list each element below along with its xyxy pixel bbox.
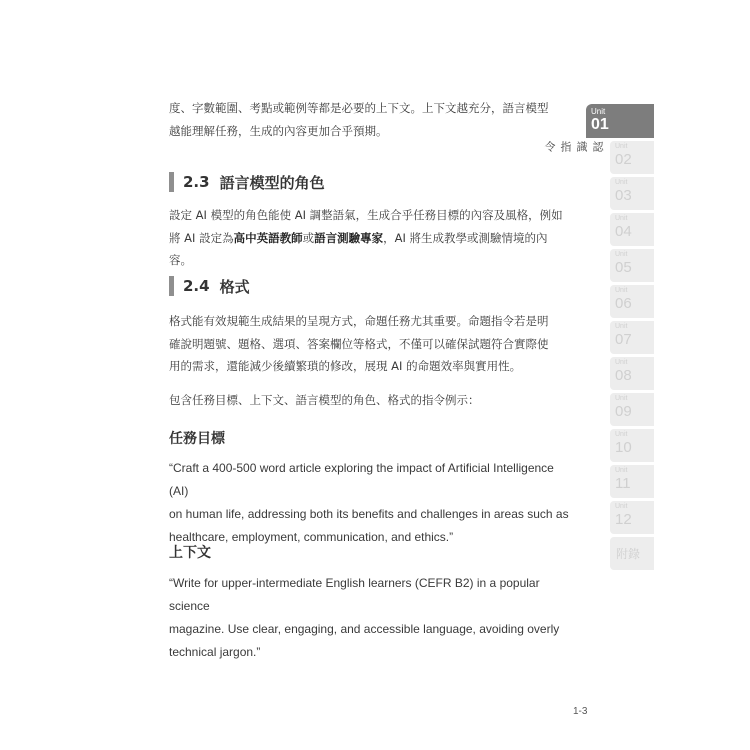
intro-line-1: 度、字數範圍、考點或範例等都是必要的上下文。上下文越充分，語言模型 [169, 101, 549, 115]
page-number: 1-3 [573, 706, 588, 717]
section-number: 2.4 [183, 277, 210, 295]
tab-unit-number: 07 [615, 331, 632, 348]
tab-unit-label: Unit [615, 251, 628, 258]
intro-paragraph [169, 97, 569, 142]
tab-unit-label: Unit [615, 179, 628, 186]
tab-unit-number: 09 [615, 403, 632, 420]
bold-term-expert: 語言測驗專家 [314, 230, 384, 245]
section-2-3-paragraph [169, 204, 569, 272]
intro-line-2: 越能理解任務，生成的內容更加合乎預期。 [169, 123, 388, 138]
tab-unit-label: Unit [615, 323, 628, 330]
tab-unit-number: 04 [615, 223, 632, 240]
tab-unit-label: Unit [615, 359, 628, 366]
task-goal-heading: 任務目標 [169, 431, 225, 447]
context-heading: 上下文 [169, 545, 211, 561]
tab-unit-04[interactable] [610, 213, 654, 246]
section-2-4-heading [169, 276, 250, 296]
context-line-3: technical jargon.” [169, 645, 261, 659]
tab-unit-08[interactable] [610, 357, 654, 390]
section-2-4-line-1: 格式能有效規範生成結果的呈現方式，命題任務尤其重要。命題指令若是明 [169, 314, 549, 328]
tab-unit-09[interactable] [610, 393, 654, 426]
section-2-3-line-2-or: 或 [302, 230, 315, 245]
task-goal-line-1: “Craft a 400-500 word article exploring the impact of Artificial Intelligence (AI) [169, 461, 554, 498]
section-title: 格式 [219, 277, 250, 296]
tab-unit-number: 03 [615, 187, 632, 204]
section-2-4-paragraph [169, 310, 569, 378]
tab-unit-11[interactable] [610, 465, 654, 498]
tab-unit-number: 08 [615, 367, 632, 384]
section-2-3-line-2-pre: 將 AI 設定為 [169, 230, 234, 245]
tab-unit-label: Unit [615, 467, 628, 474]
tab-unit-03[interactable] [610, 177, 654, 210]
section-number: 2.3 [183, 173, 210, 191]
example-intro: 包含任務目標、上下文、語言模型的角色、格式的指令例示： [169, 393, 480, 407]
tab-unit-number: 02 [615, 151, 632, 168]
tab-appendix-label: 附錄 [616, 547, 641, 561]
task-goal-line-3: healthcare, employment, communication, and ethics.” [169, 530, 454, 544]
tab-appendix[interactable] [610, 537, 654, 570]
tab-unit-07[interactable] [610, 321, 654, 354]
tab-unit-label: Unit [615, 503, 628, 510]
tab-unit-number: 05 [615, 259, 632, 276]
context-line-1: “Write for upper-intermediate English learners (CEFR B2) in a popular science [169, 576, 540, 613]
task-goal-quote [169, 457, 569, 549]
tab-unit-label: Unit [615, 395, 628, 402]
tab-unit-number: 10 [615, 439, 632, 456]
tab-unit-number: 06 [615, 295, 632, 312]
section-2-4-line-3: 用的需求，還能減少後續繁瑣的修改，展現 AI 的命題效率與實用性。 [169, 359, 522, 373]
section-marker-bar [169, 172, 174, 192]
section-2-4-line-2: 確說明題號、題格、選項、答案欄位等格式，不僅可以確保試題符合實際使 [169, 336, 549, 351]
tab-unit-label: Unit [615, 143, 628, 150]
tab-unit-12[interactable] [610, 501, 654, 534]
tab-unit-06[interactable] [610, 285, 654, 318]
tab-unit-number: 12 [615, 511, 632, 528]
bold-term-teacher: 高中英語教師 [233, 230, 303, 245]
section-2-3-line-2-post: ，AI 將生成教學或測驗情境的內容。 [169, 230, 548, 267]
section-title: 語言模型的角色 [219, 173, 325, 192]
tab-unit-label: Unit [615, 431, 628, 438]
tab-unit-05[interactable] [610, 249, 654, 282]
task-goal-line-2: on human life, addressing both its benefits and challenges in areas such as [169, 507, 569, 521]
section-2-3-heading [169, 172, 325, 192]
tab-unit-02[interactable] [610, 141, 654, 174]
tab-unit-label: Unit [591, 107, 606, 116]
tab-unit-label: Unit [615, 215, 628, 222]
section-marker-bar [169, 276, 174, 296]
tab-unit-10[interactable] [610, 429, 654, 462]
unit-01-chapter-label: 認識指令 [543, 141, 604, 153]
tab-unit-label: Unit [615, 287, 628, 294]
context-quote [169, 572, 569, 664]
context-line-2: magazine. Use clear, engaging, and accessible language, avoiding overly [169, 622, 560, 636]
section-2-3-line-1: 設定 AI 模型的角色能使 AI 調整語氣，生成合乎任務目標的內容及風格，例如 [169, 208, 563, 222]
tab-unit-number: 01 [591, 116, 609, 133]
tab-unit-number: 11 [615, 475, 631, 492]
tab-unit-01[interactable] [586, 104, 654, 138]
